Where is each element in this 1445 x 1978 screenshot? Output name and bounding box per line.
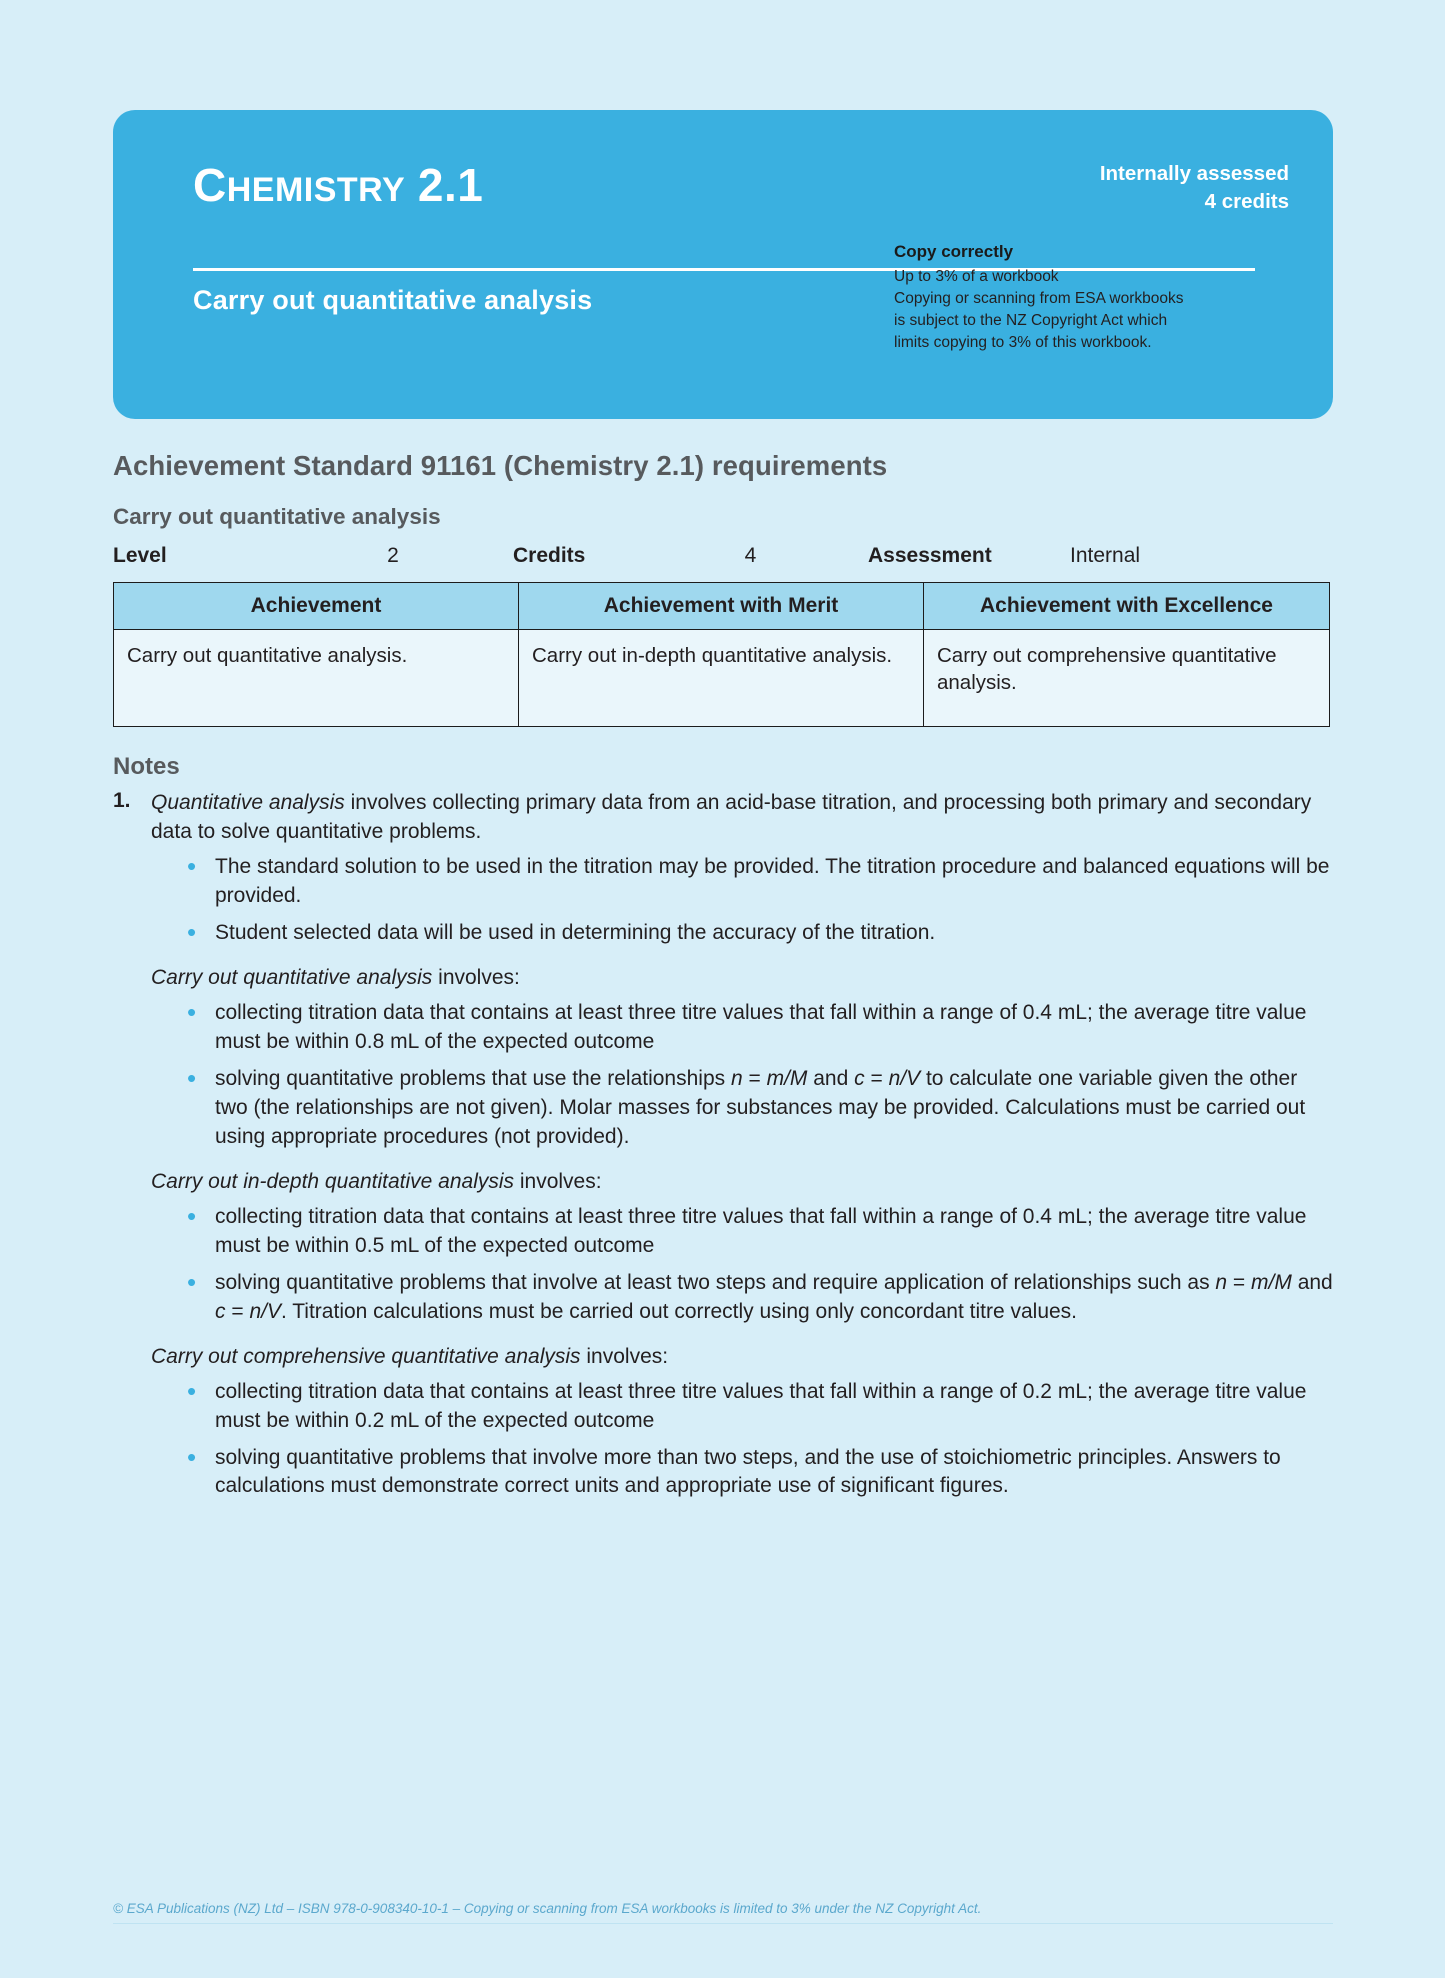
page-title: Achievement Standard 91161 (Chemistry 2.1) requirements bbox=[113, 450, 888, 481]
list-item bbox=[187, 1065, 1333, 1152]
group-1-lead-italic: Carry out quantitative analysis bbox=[151, 965, 433, 989]
subject-name: HEMISTRY bbox=[226, 171, 406, 209]
group-3-lead bbox=[151, 1343, 1333, 1372]
list-item: • collecting titration data that contains at least three titre values that fall within a range of 0.2 mL; the average titre value must be within 0.2 mL of the expected outcome bbox=[187, 1378, 1333, 1436]
assessment-info bbox=[899, 160, 1289, 215]
variable-n: n bbox=[730, 1066, 743, 1090]
document-content bbox=[113, 450, 1333, 1509]
equals-1: = bbox=[742, 1066, 767, 1090]
cell-excellence: Carry out comprehensive quantitative analysis. bbox=[924, 630, 1330, 727]
copyright-line-1: Up to 3% of a workbook bbox=[894, 268, 1059, 286]
variable-n: n bbox=[1215, 1270, 1228, 1294]
footer-divider bbox=[113, 1923, 1333, 1924]
credits-label: Credits bbox=[513, 544, 586, 567]
copyright-line-2: Copying or scanning from ESA workbooks bbox=[894, 290, 1184, 308]
standard-subtitle: Carry out quantitative analysis bbox=[193, 285, 593, 315]
equals-1: = bbox=[1227, 1270, 1252, 1294]
bullet-text-part-1: solving quantitative problems that use the relationships bbox=[215, 1066, 731, 1090]
table-header-row bbox=[114, 583, 1330, 630]
bullet-text-part-2: . Titration calculations must be carried out correctly using only concordant titre values. bbox=[280, 1299, 1078, 1323]
note-italic-term: Quantitative analysis bbox=[151, 791, 345, 815]
group-2-bullets bbox=[151, 1203, 1333, 1327]
list-item: • collecting titration data that contains at least three titre values that fall within a range of 0.4 mL; the average titre value must be within 0.5 mL of the expected outcome bbox=[187, 1203, 1333, 1261]
assessment-label: Assessment bbox=[868, 544, 992, 567]
level-value: 2 bbox=[387, 544, 399, 567]
note-number: 1. bbox=[113, 789, 131, 813]
copyright-line-3: is subject to the NZ Copyright Act which bbox=[894, 312, 1168, 330]
group-2-lead-italic: Carry out in-depth quantitative analysis bbox=[151, 1169, 515, 1193]
copyright-heading: Copy correctly bbox=[894, 242, 1014, 261]
assessment-value: Internal bbox=[1070, 544, 1141, 567]
column-header-excellence: Achievement with Excellence bbox=[924, 583, 1330, 630]
standard-number: 2.1 bbox=[417, 159, 484, 211]
equals-2: = bbox=[864, 1066, 889, 1090]
list-item: • Student selected data will be used in determining the accuracy of the titration. bbox=[187, 919, 1333, 948]
group-3-lead-rest: involves: bbox=[580, 1344, 669, 1368]
standard-meta-row bbox=[113, 544, 1333, 568]
group-3-lead-italic: Carry out comprehensive quantitative analysis bbox=[151, 1344, 581, 1368]
cell-merit: Carry out in-depth quantitative analysis. bbox=[519, 630, 924, 727]
group-3-bullets bbox=[151, 1378, 1333, 1502]
notes-heading: Notes bbox=[113, 753, 180, 781]
group-2-lead bbox=[151, 1168, 1333, 1197]
table-row bbox=[114, 630, 1330, 727]
credit-count: 4 credits bbox=[1204, 189, 1289, 213]
group-2-lead-rest: involves: bbox=[514, 1169, 602, 1193]
copyright-notice bbox=[894, 240, 1289, 354]
level-label: Level bbox=[113, 544, 167, 567]
variable-c: c bbox=[215, 1299, 226, 1323]
group-1-lead-rest: involves: bbox=[432, 965, 520, 989]
section-title: Carry out quantitative analysis bbox=[113, 504, 441, 529]
list-item bbox=[187, 1269, 1333, 1327]
assessment-type: Internally assessed bbox=[1099, 162, 1289, 185]
group-1-lead bbox=[151, 964, 1333, 993]
variable-c: c bbox=[854, 1066, 865, 1090]
conjunction: and bbox=[807, 1066, 855, 1090]
group-1-bullets bbox=[151, 999, 1333, 1152]
expression-n-over-V: n/V bbox=[249, 1299, 281, 1323]
expression-m-over-M: m/M bbox=[766, 1066, 808, 1090]
note-1-bullets bbox=[151, 853, 1333, 948]
copyright-line-4: limits copying to 3% of this workbook. bbox=[894, 334, 1152, 352]
cell-achievement: Carry out quantitative analysis. bbox=[114, 630, 519, 727]
expression-m-over-M: m/M bbox=[1251, 1270, 1292, 1294]
standard-header-banner bbox=[113, 110, 1333, 419]
bullet-text-part-2: to calculate one variable given the other two (the relationships are not given). Molar masses for substances may be provided. Calculations must be carried out using appropriate procedures (not provided). bbox=[215, 1066, 1306, 1148]
equals-2: = bbox=[225, 1299, 250, 1323]
list-item: • solving quantitative problems that involve more than two steps, and the use of stoichiometric principles. Answers to calculations must demonstrate correct units and appropriate use of significant figures. bbox=[187, 1444, 1333, 1502]
credits-value: 4 bbox=[744, 544, 757, 567]
bullet-text-part-1: solving quantitative problems that involve at least two steps and require application of relationships such as bbox=[215, 1270, 1216, 1294]
note-text: involves collecting primary data from an acid-base titration, and processing both primary and secondary data to solve quantitative problems. bbox=[151, 791, 1312, 844]
conjunction: and bbox=[1291, 1270, 1333, 1294]
expression-n-over-V: n/V bbox=[888, 1066, 921, 1090]
footer-text: © ESA Publications (NZ) Ltd – ISBN 978-0-908340-10-1 – Copying or scanning from ESA workbooks is limited to 3% under the NZ Copyright Act. bbox=[113, 1901, 982, 1916]
column-header-achievement: Achievement bbox=[114, 583, 519, 630]
list-item: • The standard solution to be used in the titration may be provided. The titration procedure and balanced equations will be provided. bbox=[187, 853, 1333, 911]
column-header-merit: Achievement with Merit bbox=[519, 583, 924, 630]
note-item-1 bbox=[113, 789, 1333, 1509]
criteria-table bbox=[113, 582, 1330, 727]
subject-initial: C bbox=[193, 159, 227, 211]
list-item: • collecting titration data that contains at least three titre values that fall within a range of 0.4 mL; the average titre value must be within 0.8 mL of the expected outcome bbox=[187, 999, 1333, 1057]
note-body bbox=[151, 789, 1333, 1509]
